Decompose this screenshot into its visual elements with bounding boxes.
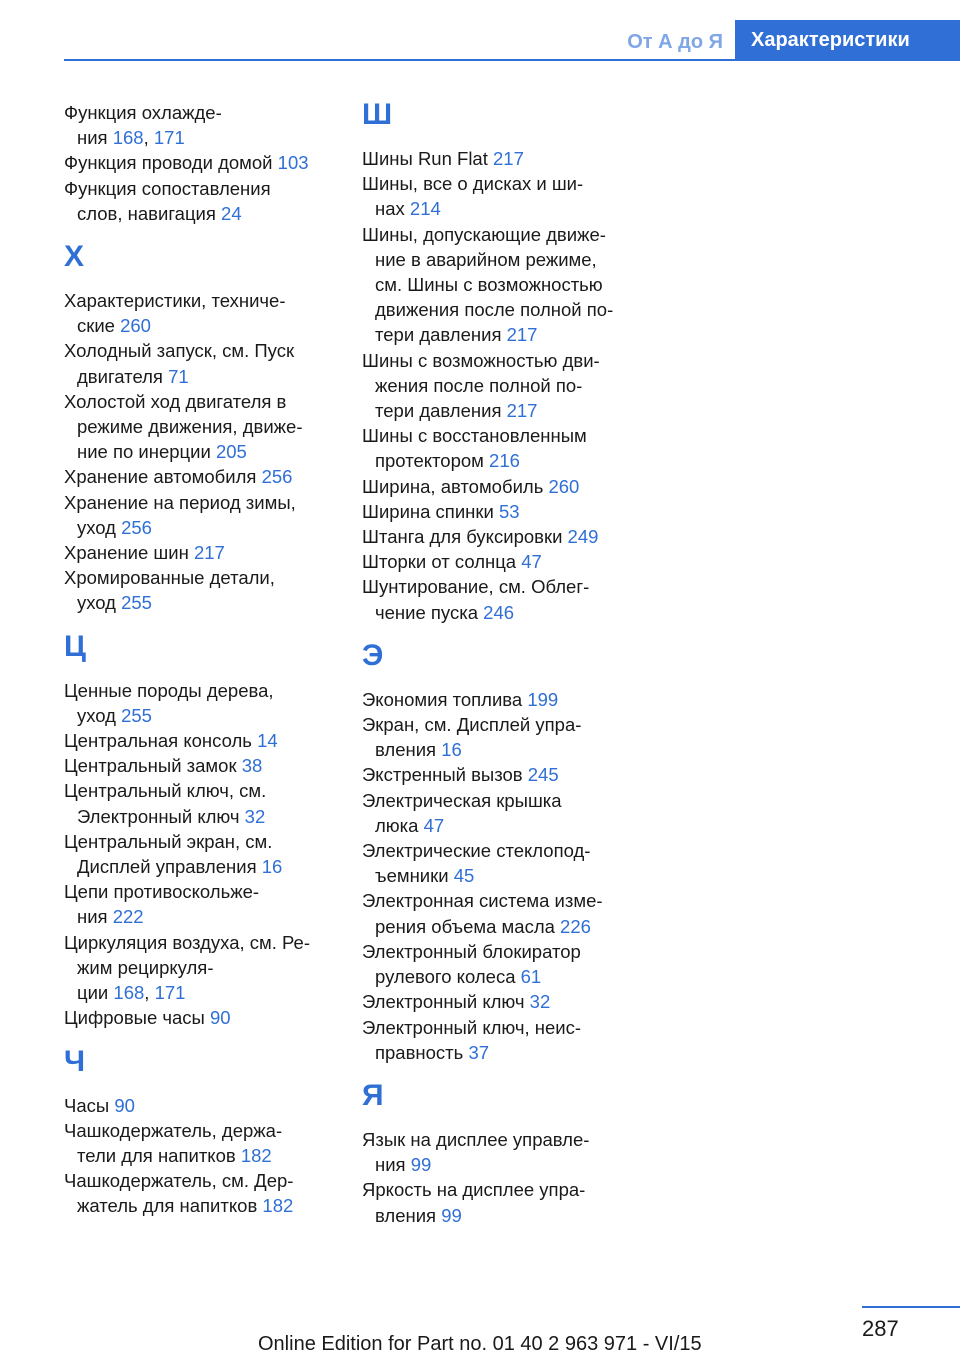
index-entry-text: Ширина спинки (362, 500, 499, 522)
page-link[interactable]: 199 (527, 688, 559, 710)
page-separator: , (144, 982, 155, 1004)
page-link[interactable]: 16 (261, 856, 283, 878)
index-entry-text: Функция охлажде- ния (64, 102, 222, 149)
index-letter-heading: Ч (64, 1044, 86, 1078)
index-entry (64, 728, 334, 753)
page-link[interactable]: 260 (548, 475, 580, 497)
index-column-right (362, 100, 637, 1228)
index-letter-heading: Ц (64, 629, 86, 663)
index-entry-text: Экстренный вызов (362, 764, 528, 786)
index-entry (362, 788, 637, 838)
index-entry-text: Экономия топлива (362, 688, 528, 710)
page-link[interactable]: 90 (210, 1007, 231, 1029)
index-entry (64, 1118, 334, 1168)
index-column-left (64, 100, 334, 1219)
page-link[interactable]: 37 (468, 1041, 490, 1063)
page-link[interactable]: 168 (113, 982, 145, 1004)
page-separator: , (143, 127, 154, 149)
header-divider (64, 59, 960, 61)
index-entry (362, 222, 637, 348)
page-link[interactable]: 182 (240, 1144, 272, 1166)
page-link[interactable]: 171 (153, 127, 185, 149)
index-entry-text: Характеристики, техниче- ские (64, 290, 286, 337)
page-link[interactable]: 38 (241, 755, 263, 777)
page-link[interactable]: 168 (112, 127, 144, 149)
page-link[interactable]: 171 (154, 982, 186, 1004)
index-entry (362, 549, 637, 574)
index-entry (64, 1093, 334, 1118)
index-entry (64, 678, 334, 728)
index-entry-text: Хромированные детали, уход (64, 567, 275, 614)
index-entry (362, 171, 637, 221)
page-link[interactable]: 47 (423, 814, 445, 836)
page-link[interactable]: 103 (277, 152, 309, 174)
index-entry (64, 100, 334, 150)
index-entry-text: Шины, допускающие движе- ние в аварийном режиме, см. Шины с возможностью движения после полной по- тери давления (362, 223, 614, 346)
index-entry-text: Хранение автомобиля (64, 466, 262, 488)
index-entry (362, 712, 637, 762)
index-entry-text: Шины с восстановленным протектором (362, 425, 587, 472)
index-entry-text: Шунтирование, см. Облег- чение пуска (362, 576, 590, 623)
page-link[interactable]: 216 (489, 450, 520, 472)
page-link[interactable]: 245 (527, 764, 559, 786)
page-link[interactable]: 90 (114, 1094, 135, 1116)
index-entry-text: Центральная консоль (64, 730, 258, 752)
index-entry-text: Электронная система изме- рения объема масла (362, 890, 603, 937)
page-number: 287 (862, 1316, 899, 1341)
page-link[interactable]: 53 (498, 500, 520, 522)
index-entry-text: Центральный экран, см. Дисплей управления (64, 830, 273, 878)
page-link[interactable]: 14 (257, 730, 278, 752)
index-entry (362, 1127, 637, 1177)
index-entry (362, 1015, 637, 1065)
index-entry-text: Центральный замок (64, 755, 242, 777)
index-entry (362, 762, 637, 787)
index-entry (64, 879, 334, 929)
index-entry-text: Циркуляция воздуха, см. Ре- жим рециркуля- ции (64, 931, 311, 1004)
footer-divider (862, 1306, 960, 1308)
index-entry-text: Чашкодержатель, держа- тели для напитков (64, 1119, 283, 1166)
index-entry (64, 540, 334, 565)
index-entry-text: Хранение на период зимы, уход (64, 491, 296, 538)
index-entry (362, 524, 637, 549)
page-link[interactable]: 182 (262, 1195, 294, 1217)
page-link[interactable]: 61 (520, 966, 542, 988)
index-entry-text: Функция проводи домой (64, 152, 278, 174)
index-entry (64, 778, 334, 828)
index-entry-text: Электрическая крышка люка (362, 789, 562, 836)
index-entry-text: Яркость на дисплее упра- вления (362, 1179, 586, 1226)
index-entry-text: Цифровые часы (64, 1007, 210, 1029)
page-link[interactable]: 214 (409, 198, 441, 220)
index-entry-text: Электронный блокиратор рулевого колеса (362, 940, 581, 988)
page-link[interactable]: 99 (441, 1204, 462, 1226)
index-letter-heading: Э (362, 638, 384, 672)
index-entry (362, 989, 637, 1014)
page-link[interactable]: 226 (560, 915, 591, 937)
index-entry (362, 499, 637, 524)
index-entry-text: Электрические стеклопод- ъемники (362, 840, 591, 887)
index-entry (362, 888, 637, 938)
index-entry-text: Ширина, автомобиль (362, 475, 549, 497)
page-link[interactable]: 256 (121, 516, 152, 538)
index-entry-text: Часы (64, 1094, 115, 1116)
index-entry-text: Холостой ход двигателя в режиме движения, движе- ние по инерции (64, 390, 303, 463)
page-link[interactable]: 222 (112, 906, 144, 928)
index-letter-heading: Х (64, 240, 85, 274)
page-link[interactable]: 246 (483, 601, 515, 623)
page-link[interactable]: 217 (193, 542, 225, 564)
index-entry (64, 753, 334, 778)
page-link[interactable]: 249 (567, 526, 599, 548)
index-entry-text: Шины с возможностью дви- жения после полной по- тери давления (362, 349, 600, 422)
index-entry-text: Функция сопоставления слов, навигация (64, 177, 271, 224)
index-entry (362, 146, 637, 171)
index-entry (362, 838, 637, 888)
index-entry-text: Холодный запуск, см. Пуск двигателя (64, 340, 295, 387)
index-entry (64, 1168, 334, 1218)
page-link[interactable]: 256 (261, 466, 293, 488)
page-link[interactable]: 71 (168, 365, 189, 387)
index-entry (64, 338, 334, 388)
index-entry (64, 490, 334, 540)
page-link[interactable]: 16 (441, 739, 462, 761)
index-entry-text: Штанга для буксировки (362, 526, 568, 548)
page-link[interactable]: 32 (529, 991, 551, 1013)
index-entry-text: Цепи противоскольже- ния (64, 881, 260, 928)
index-entry (64, 930, 334, 1006)
index-entry (64, 464, 334, 489)
index-entry (64, 288, 334, 338)
index-entry (362, 687, 637, 712)
page-link[interactable]: 217 (493, 148, 524, 169)
index-entry-text: Экран, см. Дисплей упра- вления (362, 714, 582, 761)
index-entry (64, 829, 334, 879)
index-entry (362, 348, 637, 424)
index-entry-text: Шины Run Flat (362, 148, 493, 169)
page-header (0, 0, 960, 60)
index-entry-text: Чашкодержатель, см. Дер- жатель для напитков (64, 1170, 294, 1217)
header-section-link[interactable]: От А до Я (627, 31, 723, 53)
index-entry (64, 176, 334, 226)
page-link[interactable]: 217 (506, 400, 538, 422)
index-entry (64, 150, 334, 175)
index-letter-heading: Я (362, 1078, 384, 1112)
header-tab-label: Характеристики (751, 28, 910, 51)
page-link[interactable]: 24 (221, 202, 242, 224)
index-entry-text: Центральный ключ, см. Электронный ключ (64, 780, 267, 827)
index-letter-heading: Ш (362, 98, 393, 131)
index-entry-text: Ценные породы дерева, уход (64, 679, 274, 726)
index-entry (362, 423, 637, 473)
index-entry (64, 389, 334, 465)
page-link[interactable]: 47 (521, 551, 542, 573)
page-link[interactable]: 260 (120, 315, 151, 337)
index-entry-text: Электронный ключ, неис- правность (362, 1016, 582, 1063)
index-entry (362, 939, 637, 989)
index-entry (362, 474, 637, 499)
index-entry-text: Хранение шин (64, 542, 194, 564)
index-entry (362, 1177, 637, 1227)
index-entry-text: Шины, все о дисках и ши- нах (362, 173, 584, 220)
page-link[interactable]: 99 (410, 1154, 432, 1176)
edition-footer: Online Edition for Part no. 01 40 2 963 971 - VI/15 (258, 1333, 702, 1355)
index-entry (362, 574, 637, 624)
header-tab-active[interactable] (735, 20, 960, 60)
index-entry-text: Язык на дисплее управле- ния (362, 1128, 590, 1176)
page-link[interactable]: 45 (453, 865, 475, 887)
page-link[interactable]: 32 (244, 805, 266, 827)
page-link[interactable]: 205 (215, 441, 247, 463)
index-entry-text: Шторки от солнца (362, 551, 522, 573)
page-link[interactable]: 255 (121, 704, 152, 726)
index-entry (64, 565, 334, 615)
page-link[interactable]: 217 (506, 324, 538, 346)
page-link[interactable]: 255 (121, 592, 152, 614)
index-entry (64, 1005, 334, 1030)
index-entry-text: Электронный ключ (362, 991, 530, 1013)
